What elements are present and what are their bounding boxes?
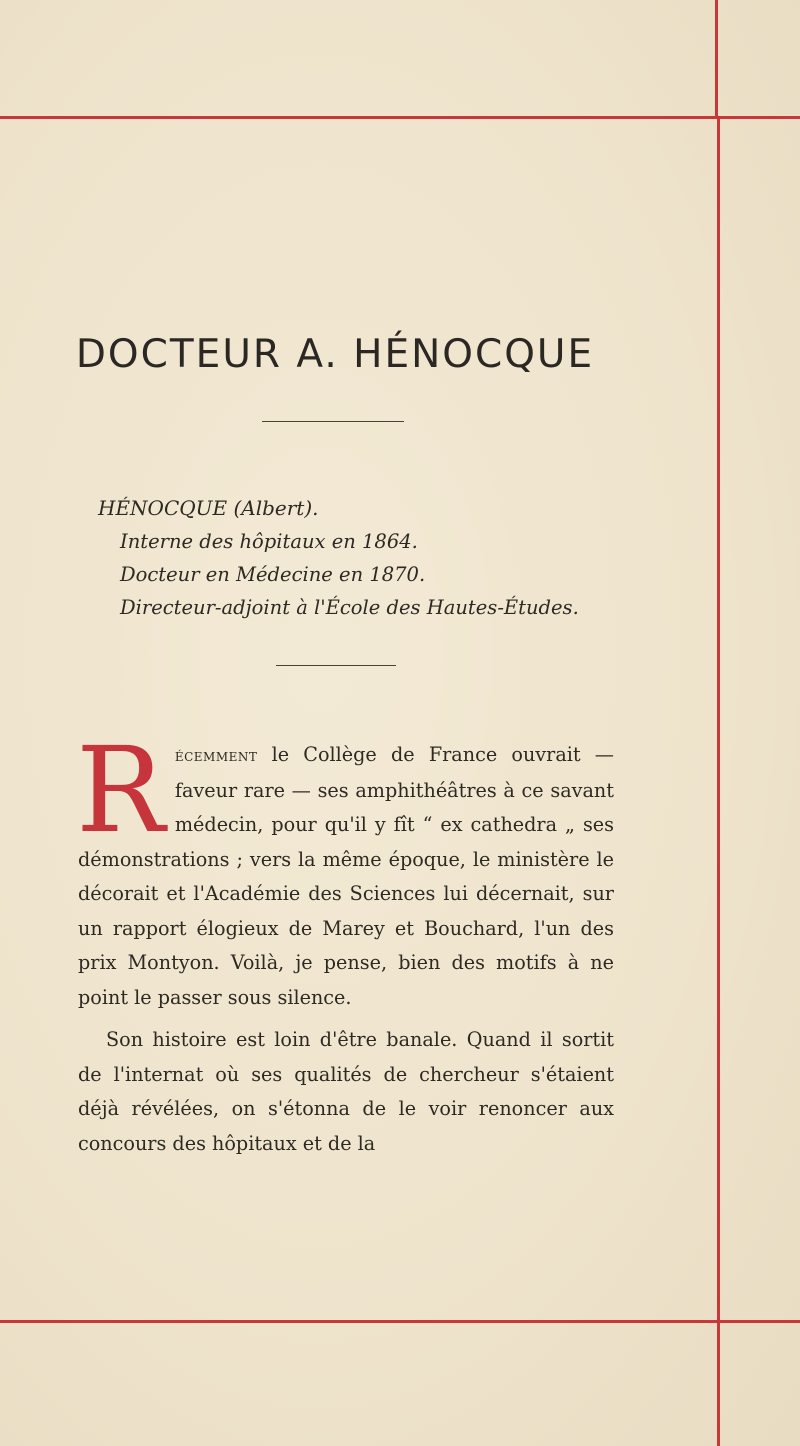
page-title: DOCTEUR A. HÉNOCQUE <box>75 332 595 377</box>
bio-line-directeur: Directeur-adjoint à l'École des Hautes-Études. <box>120 596 579 619</box>
lead-in-smallcaps: écemment <box>174 746 258 766</box>
right-red-rule-upper <box>715 0 718 118</box>
right-red-rule-lower <box>717 118 720 1446</box>
bottom-red-rule <box>0 1320 800 1323</box>
paragraph-1-text: le Collège de France ouvrait — faveur rare — ses amphithéâtres à ce savant médecin, pour qu'il y fît “ ex cathedra „ ses démonstrations ; vers la même époque, le ministère le décorait et l'Académie des Sciences lui décernait, sur un rapport élogieux de Marey et Bouchard, l'un des prix Montyon. Voilà, je pense, bien des motifs à ne point le passer sous silence. <box>78 743 614 1009</box>
bio-line-interne: Interne des hôpitaux en 1864. <box>120 530 418 553</box>
biography-block <box>98 492 618 624</box>
bio-separator <box>276 665 396 666</box>
body-text <box>76 721 614 1161</box>
bio-line-docteur: Docteur en Médecine en 1870. <box>120 563 426 586</box>
bio-name: HÉNOCQUE (Albert). <box>98 496 319 520</box>
paragraph-2: Son histoire est loin d'être banale. Quand il sortit de l'internat où ses qualités de chercheur s'étaient déjà révélées, on s'étonna de le voir renoncer aux concours des hôpitaux et de la <box>78 1028 614 1155</box>
drop-cap: R <box>76 721 165 859</box>
top-red-rule <box>0 116 800 119</box>
paragraph-1 <box>76 721 614 1015</box>
title-separator <box>262 421 404 422</box>
